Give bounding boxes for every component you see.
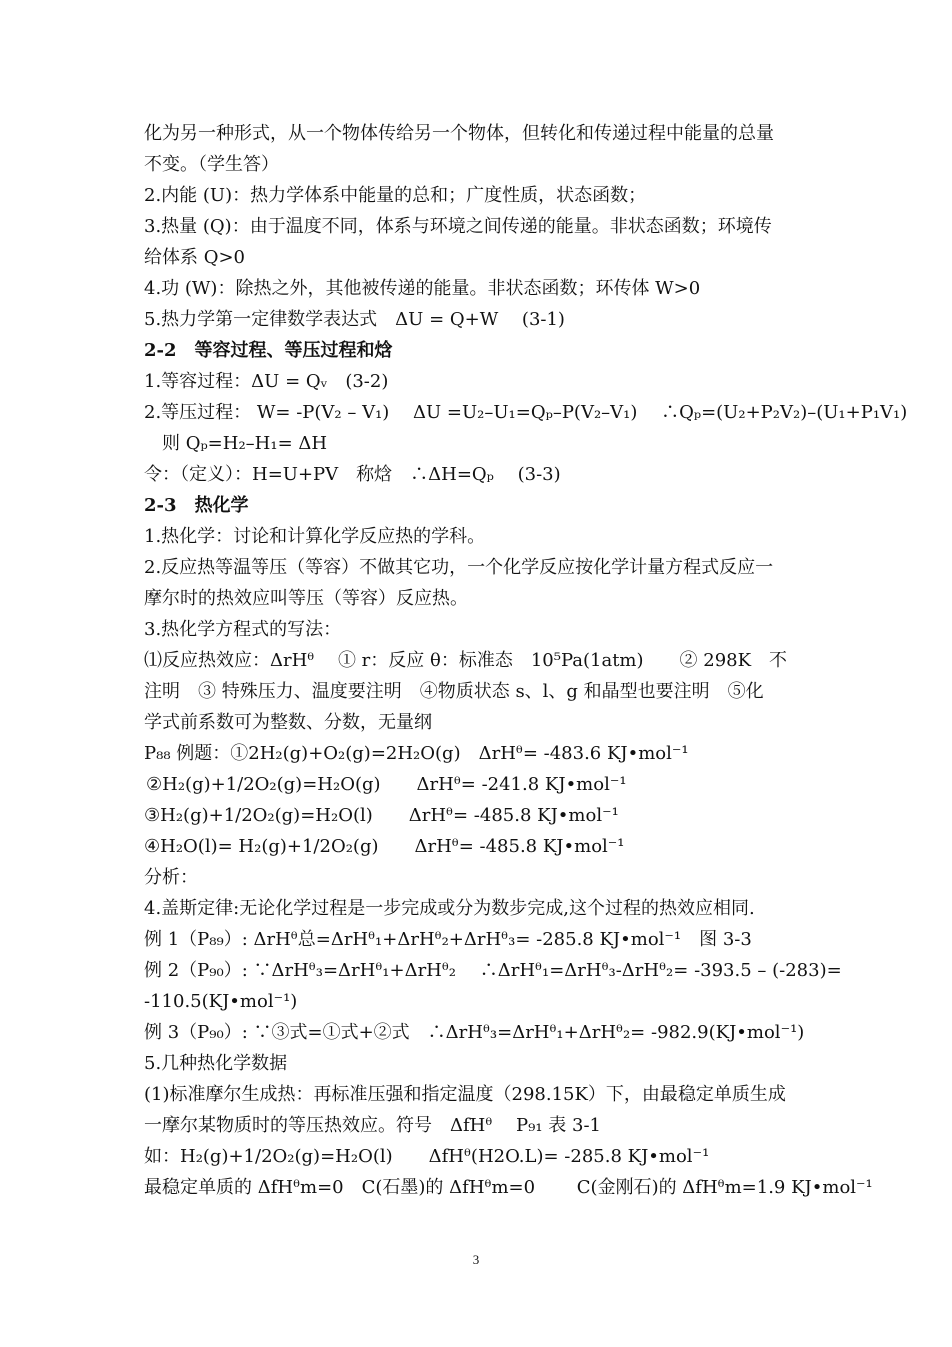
text-line: 注明 ③ 特殊压力、温度要注明 ④物质状态 s、l、g 和晶型也要注明 ⑤化 — [144, 681, 764, 702]
text-line: P₈₈ 例题：①2H₂(g)+O₂(g)=2H₂O(g) ΔrHᶿ= -483.6 KJ•mol⁻¹ — [144, 743, 689, 764]
text-line: 摩尔时的热效应叫等压（等容）反应热。 — [144, 588, 468, 609]
text-line: 不变。（学生答） — [144, 154, 279, 175]
text-line: 3.热化学方程式的写法： — [144, 619, 342, 640]
text-line: 化为另一种形式，从一个物体传给另一个物体，但转化和传递过程中能量的总量 — [144, 123, 774, 144]
page-number: 3 — [472, 1252, 480, 1267]
text-line: 给体系 Q>0 — [144, 247, 246, 268]
text-line: 4.盖斯定律:无论化学过程是一步完成或分为数步完成,这个过程的热效应相同. — [144, 898, 755, 919]
section-heading: 2-2 等容过程、等压过程和焓 — [144, 340, 393, 361]
text-line: 最稳定单质的 ΔfHᶿm=0 C(石墨)的 ΔfHᶿm=0 C(金刚石)的 ΔfHᶿm=1.9 KJ•mol⁻¹ — [144, 1177, 873, 1198]
text-line: 令：（定义）：H=U+PV 称焓 ∴ΔH=Qₚ (3-3) — [144, 464, 561, 485]
text-line: 分析： — [144, 867, 198, 888]
text-line: 3.热量 (Q)：由于温度不同，体系与环境之间传递的能量。非状态函数；环境传 — [144, 216, 772, 237]
text-line: ②H₂(g)+1/2O₂(g)=H₂O(g) ΔrHᶿ= -241.8 KJ•mol⁻¹ — [146, 774, 627, 795]
text-line: ⑴反应热效应：ΔrHᶿ ① r：反应 θ：标准态 10⁵Pa(1atm) ② 298K 不 — [144, 650, 788, 671]
text-line: 4.功 (W)：除热之外，其他被传递的能量。非状态函数；环传体 W>0 — [144, 278, 701, 299]
text-line: 例 3（P₉₀）: ∵③式=①式+②式 ∴ΔrHᶿ₃=ΔrHᶿ₁+ΔrHᶿ₂= -982.9(KJ•mol⁻¹) — [144, 1022, 805, 1043]
text-line: 2.内能 (U)：热力学体系中能量的总和；广度性质，状态函数； — [144, 185, 647, 206]
text-line: 5.热力学第一定律数学表达式 ΔU = Q+W (3-1) — [144, 309, 565, 330]
text-line: 2.反应热等温等压（等容）不做其它功，一个化学反应按化学计量方程式反应一 — [144, 557, 774, 578]
text-line: -110.5(KJ•mol⁻¹) — [144, 991, 298, 1012]
text-line: 学式前系数可为整数、分数，无量纲 — [144, 712, 432, 733]
text-line: ③H₂(g)+1/2O₂(g)=H₂O(l) ΔrHᶿ= -485.8 KJ•mol⁻¹ — [144, 805, 619, 826]
text-line: (1)标准摩尔生成热：再标准压强和指定温度（298.15K）下，由最稳定单质生成 — [144, 1084, 786, 1105]
text-line: 一摩尔某物质时的等压热效应。符号 ΔfHᶿ P₉₁ 表 3-1 — [144, 1115, 601, 1136]
text-line: 如：H₂(g)+1/2O₂(g)=H₂O(l) ΔfHᶿ(H2O.L)= -285.8 KJ•mol⁻¹ — [144, 1146, 710, 1167]
text-line: 2.等压过程： W= -P(V₂ – V₁) ΔU =U₂–U₁=Qₚ–P(V₂–V₁) ∴Qₚ=(U₂+P₂V₂)–(U₁+P₁V₁) — [144, 402, 908, 423]
text-line: 1.热化学：讨论和计算化学反应热的学科。 — [144, 526, 486, 547]
document-page — [144, 118, 908, 1203]
text-line: 1.等容过程：ΔU = Qᵥ (3-2) — [144, 371, 389, 392]
text-line: 5.几种热化学数据 — [144, 1053, 288, 1074]
text-line: 例 1（P₈₉）: ΔrHᶿ总=ΔrHᶿ₁+ΔrHᶿ₂+ΔrHᶿ₃= -285.8 KJ•mol⁻¹ 图 3-3 — [144, 929, 752, 950]
text-line: 例 2（P₉₀）: ∵ΔrHᶿ₃=ΔrHᶿ₁+ΔrHᶿ₂ ∴ΔrHᶿ₁=ΔrHᶿ₃-ΔrHᶿ₂= -393.5 – (-283)= — [144, 960, 842, 981]
text-line: 则 Qₚ=H₂–H₁= ΔH — [162, 433, 328, 454]
text-line: ④H₂O(l)= H₂(g)+1/2O₂(g) ΔrHᶿ= -485.8 KJ•mol⁻¹ — [144, 836, 625, 857]
section-heading: 2-3 热化学 — [144, 495, 249, 516]
